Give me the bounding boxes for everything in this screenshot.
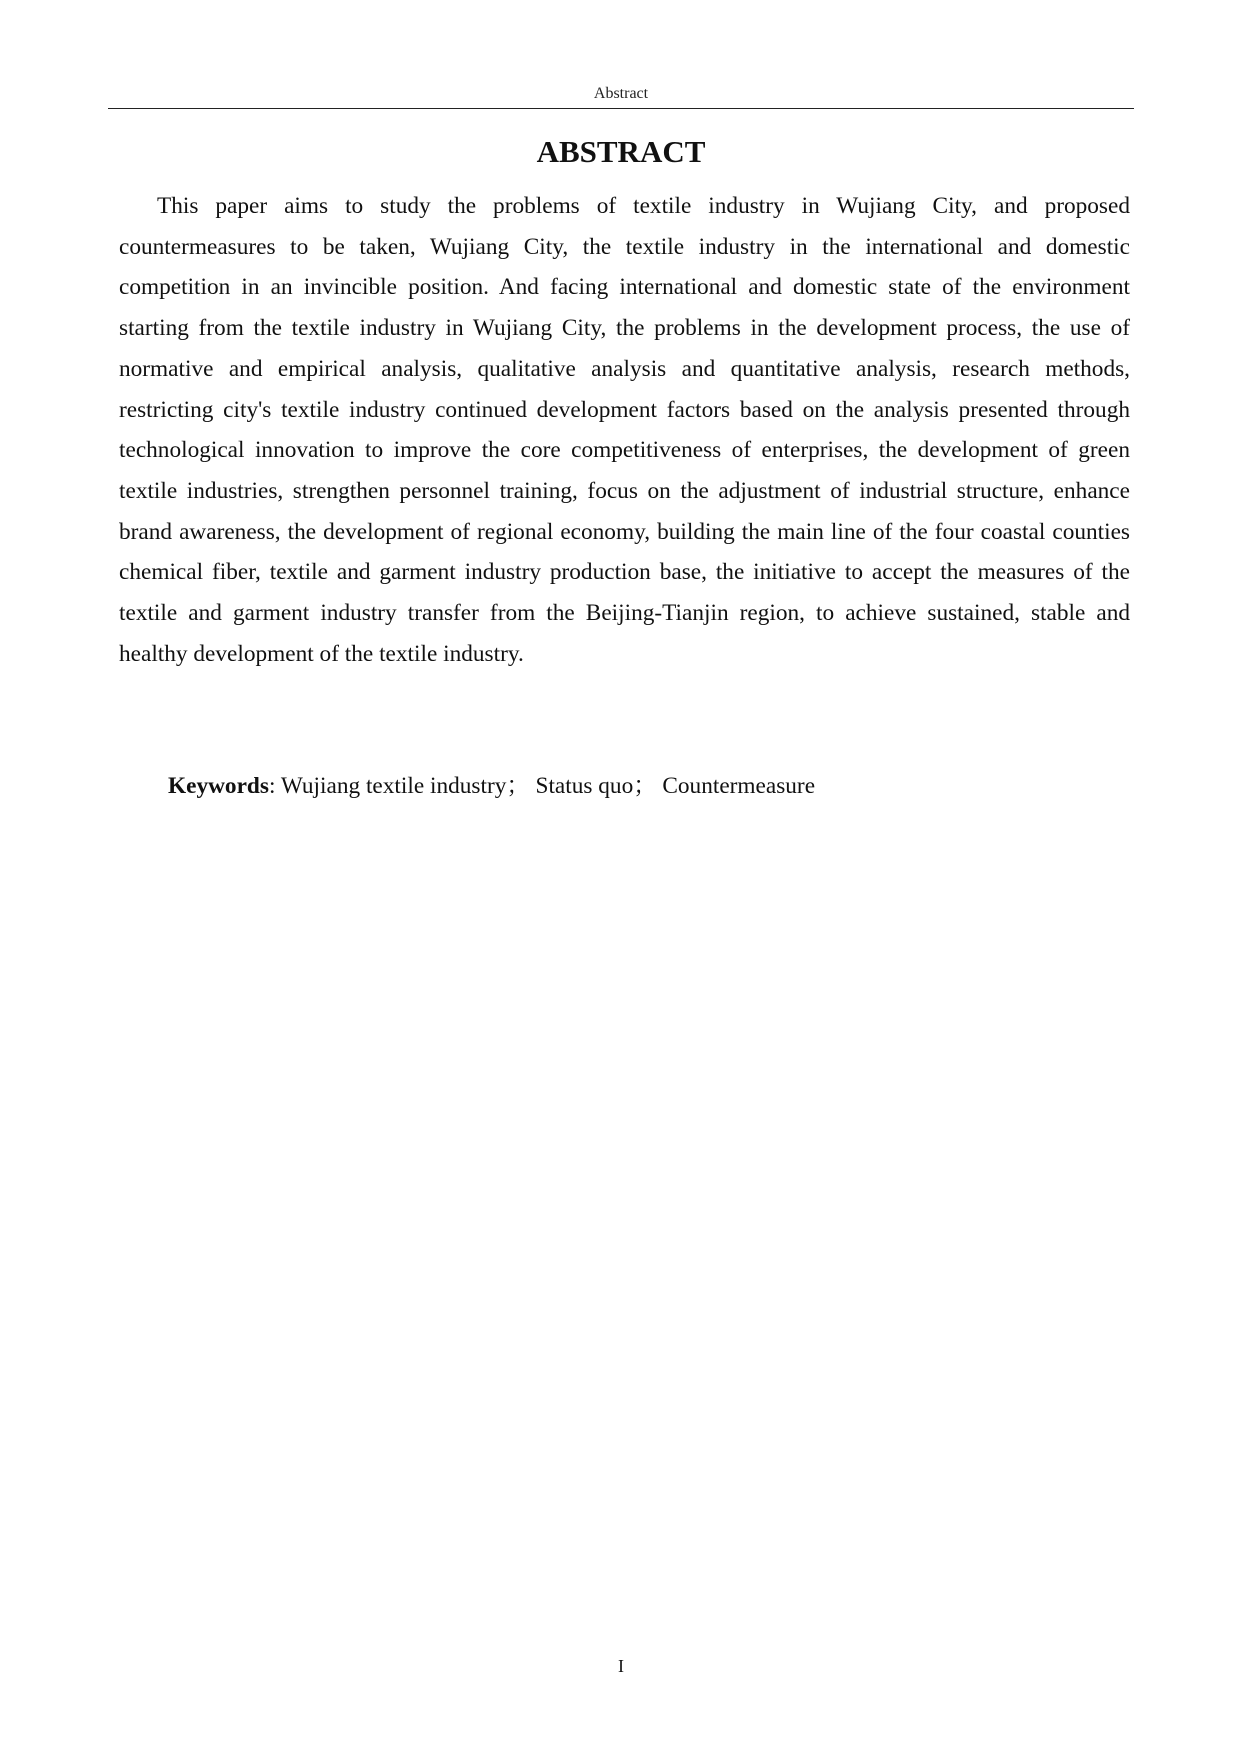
keyword-item: Wujiang textile industry xyxy=(280,773,507,799)
keywords-line xyxy=(168,766,1128,806)
keyword-separator: ； xyxy=(506,773,536,799)
keywords-colon: : xyxy=(268,773,281,799)
keyword-item: Status quo xyxy=(535,773,634,799)
keyword-item: Countermeasure xyxy=(662,773,816,799)
abstract-paragraph: This paper aims to study the problems of textile industry in Wujiang City, and proposed countermeasures to be taken, Wujiang City, the textile industry in the international and domestic competition in an invincible position. And facing international and domestic state of the environment starting from the textile industry in Wujiang City, the problems in the development process, the use of normative and empirical analysis, qualitative analysis and quantitative analysis, research methods, restricting city's textile industry continued development factors based on the analysis presented through technological innovation to improve the core competitiveness of enterprises, the development of green textile industries, strengthen personnel training, focus on the adjustment of industrial structure, enhance brand awareness, the development of regional economy, building the main line of the four coastal counties chemical fiber, textile and garment industry production base, the initiative to accept the measures of the textile and garment industry transfer from the Beijing-Tianjin region, to achieve sustained, stable and healthy development of the textile industry. xyxy=(119,193,1130,667)
keywords-label: Keywords xyxy=(168,773,269,799)
abstract-title: ABSTRACT xyxy=(536,134,706,169)
keyword-separator: ； xyxy=(633,773,663,799)
page-number: I xyxy=(618,1656,624,1676)
header-rule xyxy=(108,108,1134,109)
running-header: Abstract xyxy=(593,85,649,102)
